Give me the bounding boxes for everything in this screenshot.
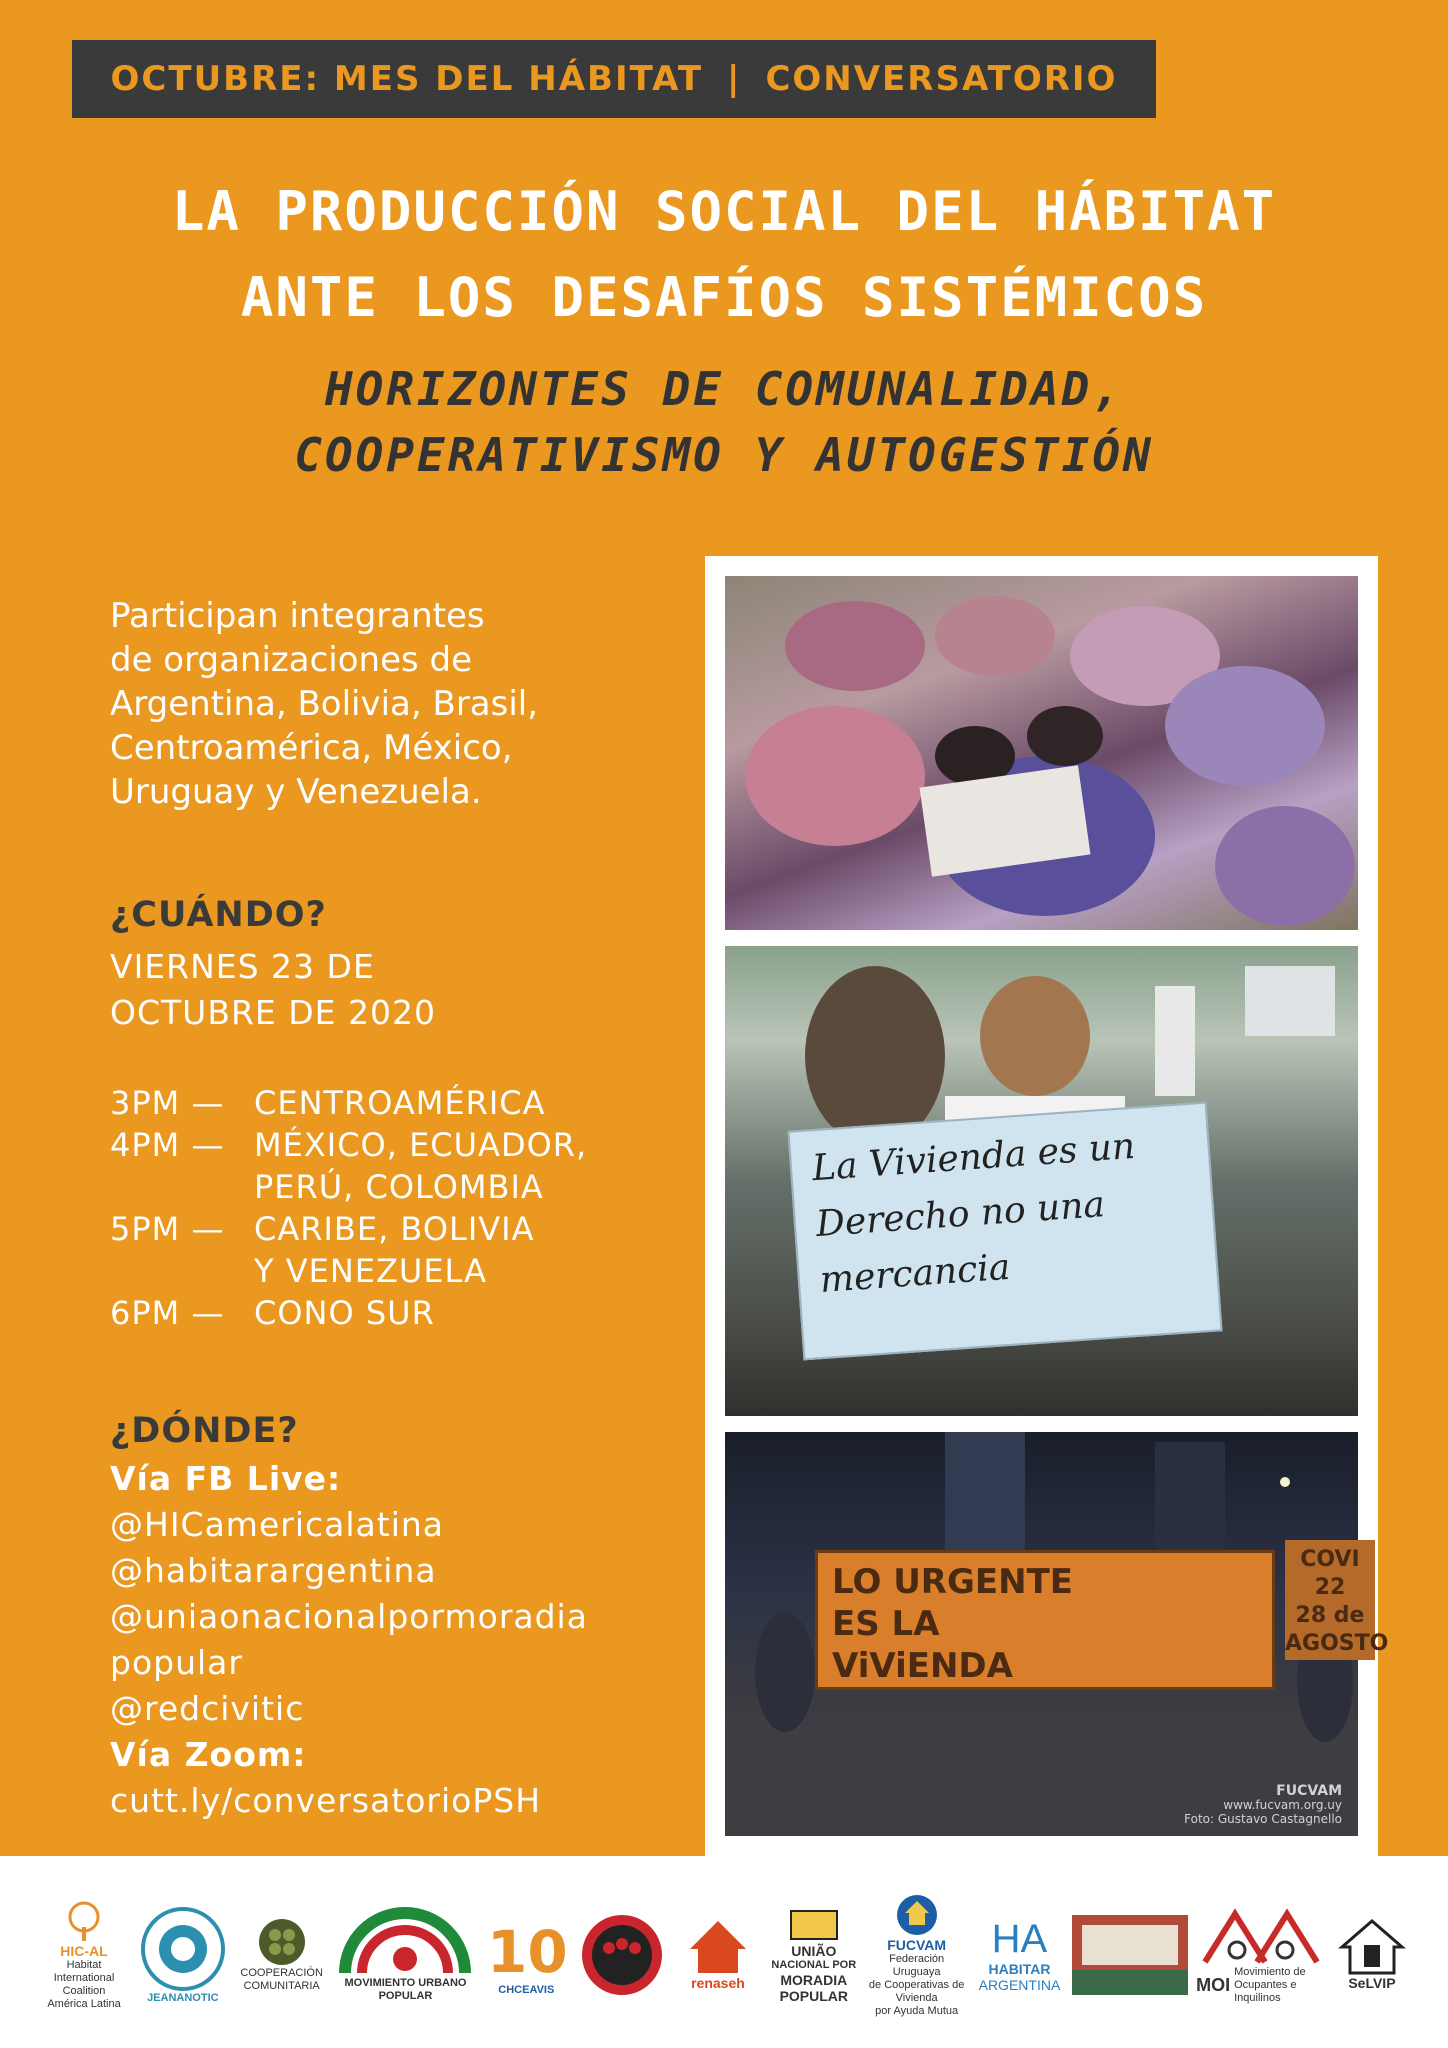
schedule [110,1082,690,1334]
zoom-link[interactable]: cutt.ly/conversatorioPSH [110,1781,542,1820]
intro-line: Uruguay y Venezuela. [110,772,482,812]
people-icon [579,1912,665,1998]
sign-line: mercancia [818,1246,1012,1301]
zoom-label: Vía Zoom: [110,1735,307,1774]
header-separator: | [727,59,742,99]
protest-banner-right: COVI 22 28 de AGOSTO [1285,1540,1375,1660]
date-line-1: VIERNES 23 DE [110,947,375,986]
tree-icon [62,1899,106,1943]
arch-icon [340,1907,470,1977]
protest-banner [815,1550,1275,1690]
hands-house-icon [895,1893,939,1937]
people-circle-logo [577,1912,667,1998]
house-icon [688,1919,748,1975]
logo-row [36,1890,1412,2020]
photo-night-march [725,1432,1389,1836]
intro-line: Argentina, Bolivia, Brasil, [110,684,539,724]
photo-credit: FUCVAM www.fucvam.org.uy Foto: Gustavo Castagnello [1184,1783,1342,1826]
unmp-logo: UNIÃO NACIONAL POR MORADIA POPULAR [769,1907,859,2004]
banner-line: LO URGENTE [832,1562,1073,1602]
intro-line: Participan integrantes [110,596,485,636]
fucvam-logo: FUCVAM Federación Uruguaya de Cooperativas de Vivienda por Ayuda Mutua [865,1893,969,2018]
schedule-regions: MÉXICO, ECUADOR, PERÚ, COLOMBIA [254,1126,588,1206]
photo-women-meeting [725,576,1358,930]
fb-account-link[interactable]: popular [110,1643,243,1682]
house-roof-icon [787,1907,841,1943]
spiral-icon [140,1906,226,1992]
hical-logo: HIC-AL Habitat International Coalition América Latina [36,1899,132,2011]
schedule-time: 6PM — [110,1294,225,1332]
protest-photo-thumbnail [1072,1915,1188,1995]
women-meeting-illustration [725,576,1358,930]
header-type: CONVERSATORIO [765,59,1118,99]
header-bar [72,40,1156,118]
sign-line: Derecho no una [814,1184,1107,1246]
moi-logo: MOI Movimiento de Ocupantes e Inquilinos [1196,1906,1326,2005]
fb-account-link[interactable]: @habitarargentina [110,1551,437,1590]
date-line-2: OCTUBRE DE 2020 [110,993,436,1032]
habitar-argentina-logo: HA HABITAR ARGENTINA [978,1917,1061,1993]
selvip-logo: SeLVIP [1332,1919,1412,1991]
roofs-icon [1201,1906,1321,1966]
schedule-row [110,1208,690,1292]
title-line-2: ANTE LOS DESAFÍOS SISTÉMICOS [240,266,1208,329]
fb-account-link[interactable]: @redcivitic [110,1689,305,1728]
subtitle-line-1: HORIZONTES DE COMUNALIDAD, [324,362,1124,416]
ten-years-icon [483,1914,569,1984]
banner-line: ViViENDA [832,1646,1013,1686]
event-date [110,944,436,1036]
photo-girl-sign [725,946,1358,1416]
fb-account-link[interactable]: @HICamericalatina [110,1505,444,1544]
where-details [110,1456,710,1824]
where-heading: ¿DÓNDE? [110,1411,299,1451]
schedule-row [110,1124,690,1208]
schedule-row [110,1082,690,1124]
fb-live-label: Vía FB Live: [110,1459,342,1498]
schedule-regions: CENTROAMÉRICA [254,1084,546,1122]
sign-line: La Vivienda es un [810,1125,1137,1190]
schedule-time: 3PM — [110,1084,225,1122]
schedule-regions: CARIBE, BOLIVIA Y VENEZUELA [254,1210,535,1290]
photo-column [705,556,1389,1856]
event-info [110,594,690,1820]
schedule-time: 4PM — [110,1126,225,1164]
schedule-regions: CONO SUR [254,1294,435,1332]
ceavis-logo: 10 CHCEAVIS [481,1914,571,1997]
subtitle-line-2: COOPERATIVISMO Y AUTOGESTIÓN [294,428,1154,482]
title-line-1: LA PRODUCCIÓN SOCIAL DEL HÁBITAT [171,180,1277,243]
schedule-row [110,1292,690,1334]
schedule-time: 5PM — [110,1210,225,1248]
cells-icon [257,1917,307,1967]
banner-line: ES LA [832,1604,940,1644]
svg-text:10: 10 [487,1917,569,1986]
banner-photo-logo [1070,1915,1190,1995]
intro-line: Centroamérica, México, [110,728,513,768]
fist-house-icon [1340,1919,1404,1975]
renaseh-logo: renaseh [673,1919,763,1991]
cooperacion-comunitaria-logo: COOPERACIÓN COMUNITARIA [234,1917,330,1993]
mup-logo: MOVIMIENTO URBANO POPULAR [335,1907,475,2003]
jeanantic-logo: JEANANOTIC [138,1906,228,2005]
fb-account-link[interactable]: @uniaonacionalpormoradia [110,1597,588,1636]
intro-text [110,594,690,814]
sponsor-logos-bar [0,1856,1448,2048]
header-month: OCTUBRE: MES DEL HÁBITAT [110,59,704,99]
intro-line: de organizaciones de [110,640,473,680]
when-heading: ¿CUÁNDO? [110,895,327,935]
protest-sign [787,1102,1222,1361]
